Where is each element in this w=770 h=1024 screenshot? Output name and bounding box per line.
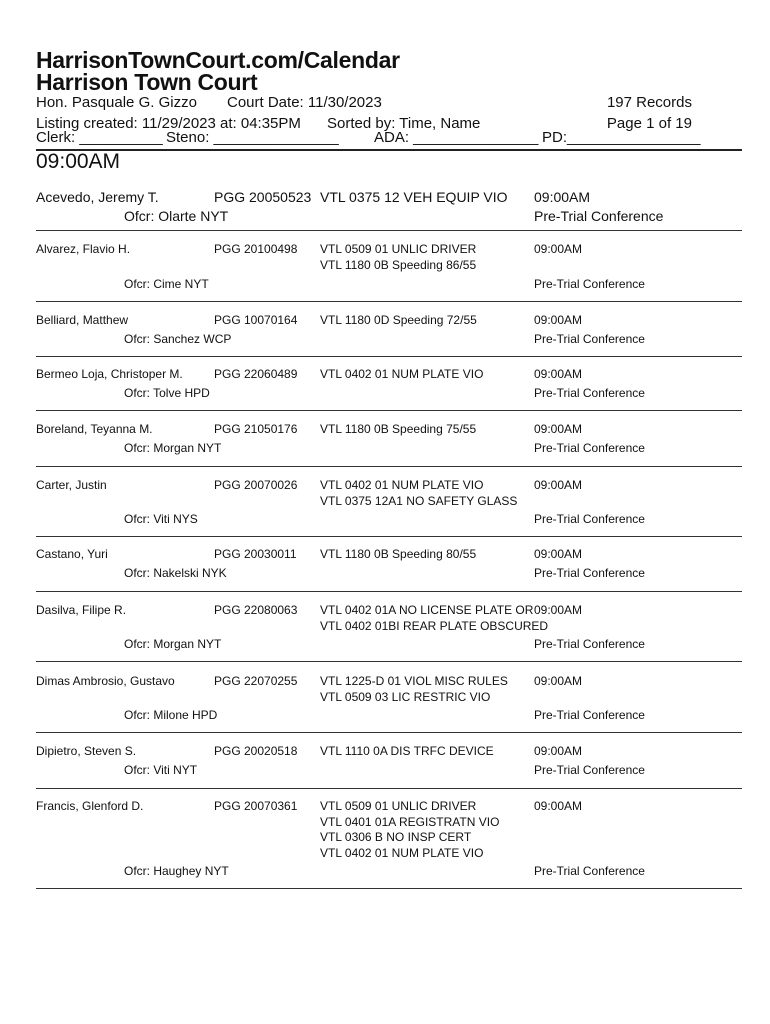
case-row [36, 188, 742, 230]
charges [320, 242, 476, 273]
page-number: Page 1 of 19 [606, 115, 692, 132]
row-divider [36, 661, 742, 662]
appearance-type: Pre-Trial Conference [534, 208, 664, 224]
sorted-by: Sorted by: Time, Name [327, 115, 481, 132]
officer-name: Ofcr: Morgan NYT [124, 637, 222, 651]
appearance-type: Pre-Trial Conference [534, 708, 645, 722]
case-row [36, 478, 742, 536]
row-divider [36, 410, 742, 411]
appearance-time: 09:00AM [534, 422, 583, 436]
charge-line: VTL 1110 0A DIS TRFC DEVICE [320, 744, 494, 758]
officer-name: Ofcr: Viti NYS [124, 512, 198, 526]
defendant-name: Castano, Yuri [36, 547, 108, 561]
appearance-time: 09:00AM [534, 674, 583, 688]
officer-name: Ofcr: Tolve HPD [124, 386, 210, 400]
case-row [36, 674, 742, 732]
row-divider [36, 591, 742, 592]
row-divider [36, 732, 742, 733]
officer-name: Ofcr: Haughey NYT [124, 864, 229, 878]
charges [320, 422, 476, 438]
row-divider [36, 788, 742, 789]
officer-name: Ofcr: Cime NYT [124, 277, 209, 291]
officer-name: Ofcr: Sanchez WCP [124, 332, 232, 346]
header-rule [36, 149, 742, 151]
appearance-type: Pre-Trial Conference [534, 864, 645, 878]
case-number: PGG 20070361 [214, 799, 298, 813]
charges [320, 188, 508, 207]
steno-field: Steno: _______________ [166, 129, 339, 146]
defendant-name: Alvarez, Flavio H. [36, 242, 131, 256]
charges [320, 313, 477, 329]
defendant-name: Belliard, Matthew [36, 313, 129, 327]
case-number: PGG 20030011 [214, 547, 297, 561]
charge-line: VTL 0402 01 NUM PLATE VIO [320, 367, 484, 381]
case-number: PGG 22080063 [214, 603, 298, 617]
appearance-type: Pre-Trial Conference [534, 637, 645, 651]
row-divider [36, 356, 742, 357]
case-row [36, 744, 742, 788]
row-divider [36, 301, 742, 302]
charge-line: VTL 0509 01 UNLIC DRIVER [320, 242, 477, 256]
charge-line: VTL 0306 B NO INSP CERT [320, 830, 472, 844]
charges [320, 603, 548, 634]
case-row [36, 799, 742, 888]
charge-line: VTL 0402 01 NUM PLATE VIO [320, 845, 484, 860]
appearance-type: Pre-Trial Conference [534, 277, 645, 291]
appearance-type: Pre-Trial Conference [534, 332, 645, 346]
charges [320, 799, 499, 861]
case-number: PGG 21050176 [214, 422, 298, 436]
appearance-time: 09:00AM [534, 313, 583, 327]
defendant-name: Dasilva, Filipe R. [36, 603, 127, 617]
charges [320, 744, 494, 760]
charge-line: VTL 0375 12A1 NO SAFETY GLASS [320, 493, 518, 508]
clerk-field: Clerk: __________ [36, 129, 163, 146]
case-row [36, 242, 742, 301]
officer-name: Ofcr: Milone HPD [124, 708, 218, 722]
appearance-time: 09:00AM [534, 799, 583, 813]
pd-field: PD:________________ [542, 129, 701, 146]
appearance-time: 09:00AM [534, 189, 591, 205]
charges [320, 478, 517, 509]
defendant-name: Dipietro, Steven S. [36, 744, 137, 758]
case-number: PGG 20070026 [214, 478, 298, 492]
appearance-time: 09:00AM [534, 744, 583, 758]
charge-line: VTL 0402 01BI REAR PLATE OBSCURED [320, 618, 549, 633]
court-title: Harrison Town Court [36, 69, 258, 95]
row-divider [36, 536, 742, 537]
court-date: Court Date: 11/30/2023 [227, 94, 382, 111]
charges [320, 547, 476, 563]
listing-created: Listing created: 11/29/2023 at: 04:35PM [36, 115, 301, 132]
defendant-name: Francis, Glenford D. [36, 799, 144, 813]
defendant-name: Bermeo Loja, Christoper M. [36, 367, 183, 381]
charge-line: VTL 0401 01A REGISTRATN VIO [320, 814, 500, 829]
defendant-name: Dimas Ambrosio, Gustavo [36, 674, 175, 688]
appearance-type: Pre-Trial Conference [534, 441, 645, 455]
charge-line: VTL 1180 0B Speeding 75/55 [320, 422, 477, 436]
record-count: 197 Records [606, 94, 692, 111]
defendant-name: Boreland, Teyanna M. [36, 422, 153, 436]
ada-field: ADA: _______________ [374, 129, 539, 146]
charge-line: VTL 0509 03 LIC RESTRIC VIO [320, 689, 491, 704]
row-divider [36, 466, 742, 467]
officer-name: Ofcr: Nakelski NYK [124, 566, 227, 580]
charges [320, 367, 483, 383]
case-row [36, 313, 742, 356]
charge-line: VTL 1180 0B Speeding 86/55 [320, 257, 477, 272]
row-divider [36, 230, 742, 231]
appearance-type: Pre-Trial Conference [534, 512, 645, 526]
case-number: PGG 22060489 [214, 367, 298, 381]
case-row [36, 367, 742, 410]
row-divider [36, 888, 742, 889]
charge-line: VTL 0375 12 VEH EQUIP VIO [320, 189, 508, 205]
case-number: PGG 22070255 [214, 674, 298, 688]
appearance-type: Pre-Trial Conference [534, 566, 645, 580]
defendant-name: Acevedo, Jeremy T. [36, 189, 159, 205]
charges [320, 674, 508, 705]
judge-name: Hon. Pasquale G. Gizzo [36, 94, 197, 111]
officer-name: Ofcr: Olarte NYT [124, 208, 229, 224]
appearance-time: 09:00AM [534, 547, 583, 561]
charge-line: VTL 0402 01A NO LICENSE PLATE OR [320, 603, 534, 617]
officer-name: Ofcr: Viti NYT [124, 763, 198, 777]
charge-line: VTL 1180 0D Speeding 72/55 [320, 313, 477, 327]
charge-line: VTL 0402 01 NUM PLATE VIO [320, 478, 484, 492]
time-heading: 09:00AM [36, 150, 121, 173]
case-number: PGG 20100498 [214, 242, 298, 256]
case-row [36, 547, 742, 591]
defendant-name: Carter, Justin [36, 478, 107, 492]
case-row [36, 422, 742, 466]
appearance-type: Pre-Trial Conference [534, 386, 645, 400]
charge-line: VTL 1180 0B Speeding 80/55 [320, 547, 477, 561]
charge-line: VTL 1225-D 01 VIOL MISC RULES [320, 674, 508, 688]
charge-line: VTL 0509 01 UNLIC DRIVER [320, 799, 477, 813]
case-number: PGG 10070164 [214, 313, 298, 327]
appearance-type: Pre-Trial Conference [534, 763, 645, 777]
appearance-time: 09:00AM [534, 603, 583, 617]
appearance-time: 09:00AM [534, 367, 583, 381]
case-number: PGG 20050523 [214, 189, 312, 205]
case-row [36, 603, 742, 661]
officer-name: Ofcr: Morgan NYT [124, 441, 222, 455]
appearance-time: 09:00AM [534, 242, 583, 256]
appearance-time: 09:00AM [534, 478, 583, 492]
site-title: HarrisonTownCourt.com/Calendar [36, 47, 400, 73]
case-number: PGG 20020518 [214, 744, 298, 758]
